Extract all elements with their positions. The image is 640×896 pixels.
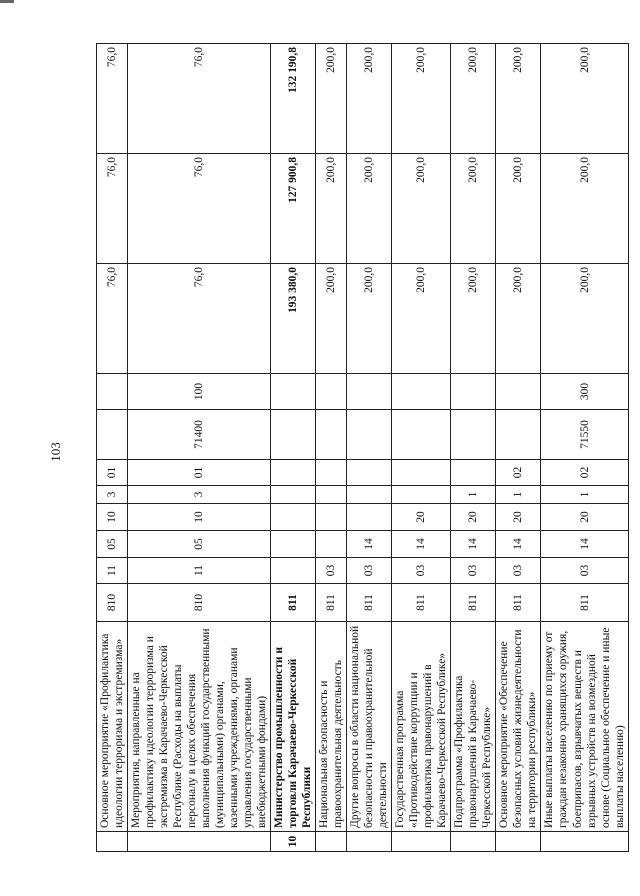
scan-edge-mark bbox=[0, 0, 14, 3]
row-expense-type-code bbox=[316, 374, 347, 410]
row-grbs-code: 811 bbox=[347, 584, 392, 622]
row-direction-code: 71550 bbox=[541, 410, 628, 460]
row-subprogram-code: 1 bbox=[541, 486, 628, 504]
row-name: Другие вопросы в области национальной безопасности и правоохранительной деятельности bbox=[347, 622, 392, 832]
row-name: Национальная безопасность и правоохранительная деятельность bbox=[316, 622, 347, 832]
row-sum-3: 76,0 bbox=[128, 44, 271, 154]
row-number bbox=[128, 832, 271, 852]
row-name: Основное мероприятие «Обеспечение безопасных условий жизнедеятельности на территории республики» bbox=[496, 622, 541, 832]
row-event-code bbox=[316, 460, 347, 486]
row-section-code bbox=[271, 558, 316, 584]
row-grbs-code: 811 bbox=[316, 584, 347, 622]
row-expense-type-code bbox=[97, 374, 128, 410]
row-subsection-code bbox=[271, 531, 316, 558]
table-body bbox=[97, 44, 629, 852]
row-sum-3: 200,0 bbox=[347, 44, 392, 154]
row-subprogram-code bbox=[347, 486, 392, 504]
row-event-code bbox=[451, 460, 496, 486]
row-section-code: 03 bbox=[316, 558, 347, 584]
row-direction-code bbox=[496, 410, 541, 460]
row-direction-code bbox=[347, 410, 392, 460]
row-sum-1: 200,0 bbox=[541, 264, 628, 374]
row-event-code: 01 bbox=[128, 460, 271, 486]
row-sum-2: 200,0 bbox=[541, 154, 628, 264]
row-sum-3: 76,0 bbox=[97, 44, 128, 154]
row-subprogram-code: 1 bbox=[496, 486, 541, 504]
row-number bbox=[451, 832, 496, 852]
row-program-code bbox=[271, 504, 316, 531]
row-sum-1: 200,0 bbox=[347, 264, 392, 374]
row-event-code: 02 bbox=[496, 460, 541, 486]
row-sum-2: 200,0 bbox=[496, 154, 541, 264]
row-name: Основное мероприятие «Профилактика идеологии терроризма и экстремизма» bbox=[97, 622, 128, 832]
table-row bbox=[316, 44, 347, 852]
row-sum-3: 200,0 bbox=[541, 44, 628, 154]
table-row bbox=[128, 44, 271, 852]
row-name: Мероприятия, направленные на профилактику идеологии терроризма и экстремизма в Карачаево-Черкесской Республике (Расходы на выплаты персоналу в целях обеспечения выполнения функций государственными (муниципальными) органами, казенными учреждениями, органами управления государственными внебюджетными фондами) bbox=[128, 622, 271, 832]
row-direction-code bbox=[451, 410, 496, 460]
row-event-code bbox=[271, 460, 316, 486]
page-number: 103 bbox=[48, 442, 63, 462]
row-sum-3: 200,0 bbox=[496, 44, 541, 154]
row-program-code bbox=[347, 504, 392, 531]
row-program-code: 20 bbox=[392, 504, 451, 531]
row-name: Иные выплаты населению по приему от граждан незаконно хранящихся оружия, боеприпасов, взрывчатых веществ и взрывных устройств на возмездной основе (Социальное обеспечение и иные выплаты населению) bbox=[541, 622, 628, 832]
row-number bbox=[496, 832, 541, 852]
row-program-code: 20 bbox=[496, 504, 541, 531]
row-name: Министерство промышленности и торговли Карачаево-Черкесской Республики bbox=[271, 622, 316, 832]
row-sum-2: 76,0 bbox=[128, 154, 271, 264]
row-sum-2: 76,0 bbox=[97, 154, 128, 264]
row-section-code: 03 bbox=[496, 558, 541, 584]
row-number bbox=[347, 832, 392, 852]
row-program-code: 10 bbox=[97, 504, 128, 531]
row-grbs-code: 811 bbox=[541, 584, 628, 622]
table-row bbox=[347, 44, 392, 852]
row-sum-1: 200,0 bbox=[392, 264, 451, 374]
row-grbs-code: 811 bbox=[271, 584, 316, 622]
row-sum-2: 127 900,8 bbox=[271, 154, 316, 264]
row-direction-code: 71400 bbox=[128, 410, 271, 460]
row-section-code: 11 bbox=[97, 558, 128, 584]
row-subprogram-code: 3 bbox=[97, 486, 128, 504]
row-sum-2: 200,0 bbox=[316, 154, 347, 264]
row-subsection-code: 14 bbox=[541, 531, 628, 558]
row-sum-1: 200,0 bbox=[496, 264, 541, 374]
row-program-code bbox=[316, 504, 347, 531]
row-number: 10 bbox=[271, 832, 316, 852]
table-row bbox=[451, 44, 496, 852]
row-sum-3: 200,0 bbox=[316, 44, 347, 154]
row-section-code: 03 bbox=[347, 558, 392, 584]
row-sum-2: 200,0 bbox=[451, 154, 496, 264]
row-sum-1: 193 380,0 bbox=[271, 264, 316, 374]
row-subsection-code: 14 bbox=[392, 531, 451, 558]
row-grbs-code: 811 bbox=[496, 584, 541, 622]
row-section-code: 03 bbox=[541, 558, 628, 584]
row-expense-type-code bbox=[392, 374, 451, 410]
row-sum-3: 200,0 bbox=[392, 44, 451, 154]
row-subprogram-code: 3 bbox=[128, 486, 271, 504]
row-section-code: 03 bbox=[392, 558, 451, 584]
row-direction-code bbox=[392, 410, 451, 460]
row-grbs-code: 811 bbox=[451, 584, 496, 622]
row-sum-2: 200,0 bbox=[392, 154, 451, 264]
row-subsection-code: 14 bbox=[451, 531, 496, 558]
table-row bbox=[271, 44, 316, 852]
row-name: Подпрограмма «Профилактика правонарушений в Карачаево-Черкесской Республике» bbox=[451, 622, 496, 832]
row-grbs-code: 811 bbox=[392, 584, 451, 622]
table-row bbox=[97, 44, 128, 852]
row-number bbox=[316, 832, 347, 852]
row-subsection-code bbox=[316, 531, 347, 558]
budget-table bbox=[96, 43, 629, 852]
table-row bbox=[541, 44, 628, 852]
row-direction-code bbox=[316, 410, 347, 460]
row-subsection-code: 14 bbox=[347, 531, 392, 558]
row-event-code: 01 bbox=[97, 460, 128, 486]
row-expense-type-code: 100 bbox=[128, 374, 271, 410]
row-expense-type-code bbox=[496, 374, 541, 410]
row-subprogram-code bbox=[271, 486, 316, 504]
table-row bbox=[392, 44, 451, 852]
row-grbs-code: 810 bbox=[128, 584, 271, 622]
row-name: Государственная программа «Противодействие коррупции и профилактика правонарушений в Карачаево-Черкесской Республике» bbox=[392, 622, 451, 832]
row-program-code: 20 bbox=[451, 504, 496, 531]
row-direction-code bbox=[97, 410, 128, 460]
row-subprogram-code bbox=[392, 486, 451, 504]
row-sum-1: 200,0 bbox=[451, 264, 496, 374]
row-subsection-code: 14 bbox=[496, 531, 541, 558]
row-event-code: 02 bbox=[541, 460, 628, 486]
row-subsection-code: 05 bbox=[128, 531, 271, 558]
row-number bbox=[97, 832, 128, 852]
row-expense-type-code bbox=[271, 374, 316, 410]
rotated-table-container bbox=[96, 44, 626, 852]
row-section-code: 03 bbox=[451, 558, 496, 584]
row-grbs-code: 810 bbox=[97, 584, 128, 622]
row-expense-type-code bbox=[347, 374, 392, 410]
table-row bbox=[496, 44, 541, 852]
row-program-code: 20 bbox=[541, 504, 628, 531]
row-sum-3: 132 190,8 bbox=[271, 44, 316, 154]
row-section-code: 11 bbox=[128, 558, 271, 584]
row-program-code: 10 bbox=[128, 504, 271, 531]
row-direction-code bbox=[271, 410, 316, 460]
row-event-code bbox=[392, 460, 451, 486]
row-expense-type-code: 300 bbox=[541, 374, 628, 410]
row-number bbox=[392, 832, 451, 852]
row-sum-1: 200,0 bbox=[316, 264, 347, 374]
row-sum-3: 200,0 bbox=[451, 44, 496, 154]
row-sum-1: 76,0 bbox=[97, 264, 128, 374]
row-subprogram-code bbox=[316, 486, 347, 504]
row-sum-2: 200,0 bbox=[347, 154, 392, 264]
row-sum-1: 76,0 bbox=[128, 264, 271, 374]
row-expense-type-code bbox=[451, 374, 496, 410]
row-subsection-code: 05 bbox=[97, 531, 128, 558]
row-subprogram-code: 1 bbox=[451, 486, 496, 504]
row-number bbox=[541, 832, 628, 852]
row-event-code bbox=[347, 460, 392, 486]
